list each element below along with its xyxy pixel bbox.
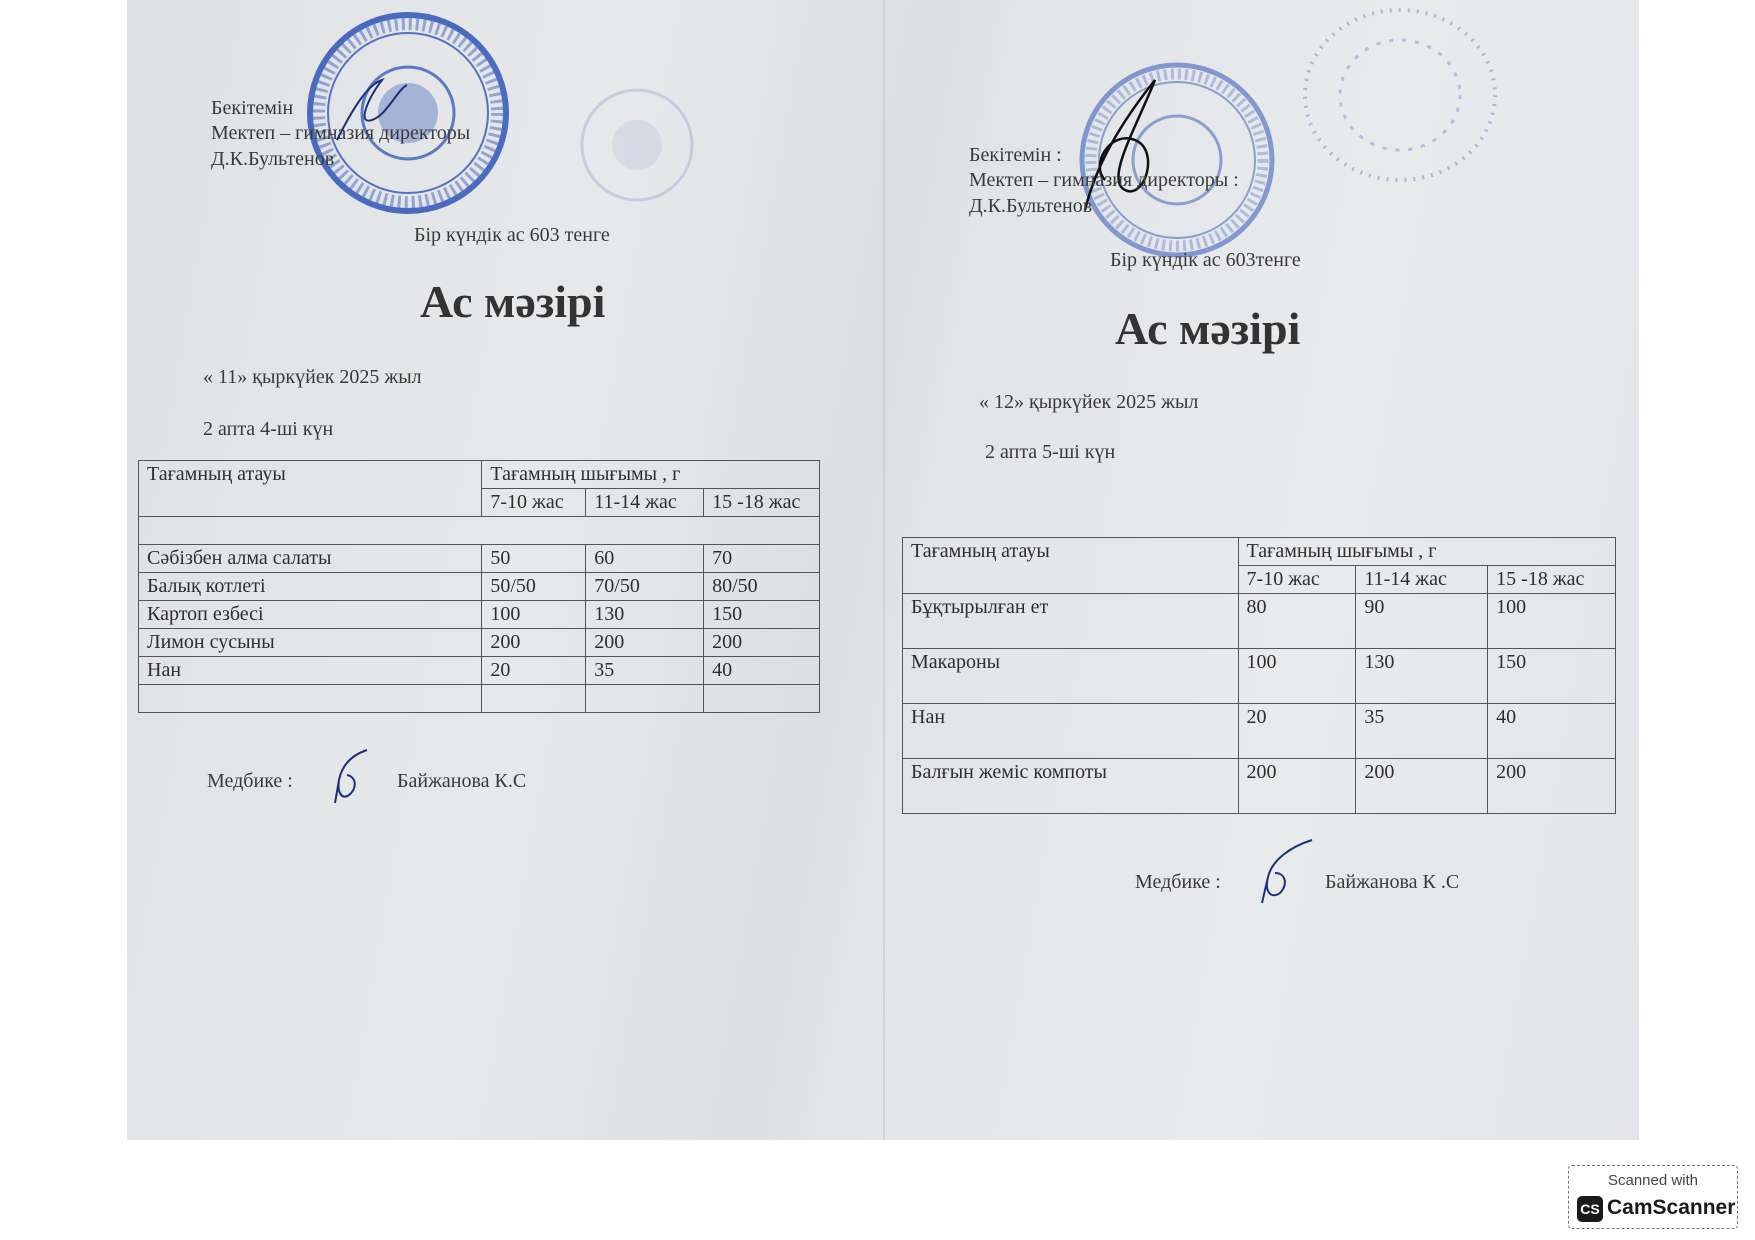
right-menu-page — [885, 0, 1639, 1140]
age-header: 15 -18 жас — [1488, 566, 1616, 594]
nurse-label: Медбике : — [207, 770, 293, 792]
portion-value: 60 — [586, 545, 704, 573]
portion-value: 50/50 — [482, 573, 586, 601]
left-menu-page — [127, 0, 883, 1140]
portion-value: 35 — [1356, 704, 1488, 759]
col-header-yield: Тағамның шығымы , г — [482, 461, 820, 489]
table-row — [139, 601, 820, 629]
dish-name: Лимон сусыны — [139, 629, 482, 657]
portion-value: 35 — [586, 657, 704, 685]
menu-table — [138, 460, 820, 713]
portion-value: 80 — [1238, 594, 1356, 649]
portion-value: 20 — [482, 657, 586, 685]
empty-row — [139, 685, 820, 713]
portion-value: 200 — [1356, 759, 1488, 814]
week-day: 2 апта 5-ші күн — [985, 441, 1116, 463]
director-name: Д.К.Бультенов — [211, 148, 335, 170]
dish-name: Нан — [903, 704, 1239, 759]
daily-price: Бір күндік ас 603тенге — [1110, 249, 1301, 271]
approve-label: Бекітемін — [211, 97, 294, 119]
table-row — [139, 545, 820, 573]
col-header-name: Тағамның атауы — [139, 461, 482, 517]
dish-name: Нан — [139, 657, 482, 685]
nurse-name: Байжанова К.С — [397, 770, 527, 792]
age-header: 15 -18 жас — [704, 489, 820, 517]
portion-value: 130 — [1356, 649, 1488, 704]
portion-value: 150 — [1488, 649, 1616, 704]
portion-value: 100 — [1238, 649, 1356, 704]
table-row — [139, 573, 820, 601]
table-row — [139, 657, 820, 685]
table-row — [139, 629, 820, 657]
age-header: 7-10 жас — [1238, 566, 1356, 594]
page-title: Ас мәзірі — [1115, 303, 1301, 354]
dish-name: Сәбізбен алма салаты — [139, 545, 482, 573]
dish-name: Балғын жеміс компоты — [903, 759, 1239, 814]
director-signature — [327, 70, 417, 150]
faded-stamp — [572, 80, 702, 210]
daily-price: Бір күндік ас 603 тенге — [414, 224, 610, 246]
empty-row — [139, 517, 820, 545]
portion-value: 70/50 — [586, 573, 704, 601]
scanned-with-label: Scanned with — [1607, 1172, 1699, 1189]
portion-value: 200 — [1488, 759, 1616, 814]
nurse-label: Медбике : — [1135, 871, 1221, 893]
col-header-yield: Тағамның шығымы , г — [1238, 538, 1615, 566]
portion-value: 50 — [482, 545, 586, 573]
camscanner-logo-icon: CS — [1577, 1196, 1603, 1222]
table-row — [903, 594, 1616, 649]
dish-name: Бұқтырылған ет — [903, 594, 1239, 649]
menu-date: « 11» қыркүйек 2025 жыл — [203, 366, 422, 388]
table-row — [903, 759, 1616, 814]
page-title: Ас мәзірі — [420, 276, 606, 327]
portion-value: 20 — [1238, 704, 1356, 759]
col-header-name: Тағамның атауы — [903, 538, 1239, 594]
portion-value: 200 — [704, 629, 820, 657]
portion-value: 100 — [482, 601, 586, 629]
camscanner-badge — [1568, 1165, 1738, 1229]
portion-value: 90 — [1356, 594, 1488, 649]
portion-value: 130 — [586, 601, 704, 629]
director-title: Мектеп – гимназия директоры : — [969, 169, 1239, 191]
portion-value: 40 — [704, 657, 820, 685]
portion-value: 150 — [704, 601, 820, 629]
age-header: 11-14 жас — [586, 489, 704, 517]
menu-date: « 12» қыркүйек 2025 жыл — [979, 391, 1199, 413]
portion-value: 200 — [1238, 759, 1356, 814]
age-header: 7-10 жас — [482, 489, 586, 517]
portion-value: 200 — [482, 629, 586, 657]
smudged-stamp — [1280, 5, 1500, 205]
dish-name: Картоп езбесі — [139, 601, 482, 629]
table-row — [903, 704, 1616, 759]
portion-value: 70 — [704, 545, 820, 573]
portion-value: 100 — [1488, 594, 1616, 649]
nurse-signature — [1250, 835, 1320, 905]
portion-value: 80/50 — [704, 573, 820, 601]
director-name: Д.К.Бультенов — [969, 195, 1093, 217]
table-row — [903, 649, 1616, 704]
nurse-name: Байжанова К .С — [1325, 871, 1460, 893]
week-day: 2 апта 4-ші күн — [203, 418, 334, 440]
dish-name: Макароны — [903, 649, 1239, 704]
portion-value: 200 — [586, 629, 704, 657]
nurse-signature — [327, 745, 377, 805]
age-header: 11-14 жас — [1356, 566, 1488, 594]
dish-name: Балық котлеті — [139, 573, 482, 601]
portion-value: 40 — [1488, 704, 1616, 759]
app-name: CamScanner — [1607, 1196, 1736, 1219]
menu-table — [902, 537, 1616, 814]
director-title: Мектеп – гимназия директоры — [211, 122, 471, 144]
approve-label: Бекітемін : — [969, 144, 1062, 166]
